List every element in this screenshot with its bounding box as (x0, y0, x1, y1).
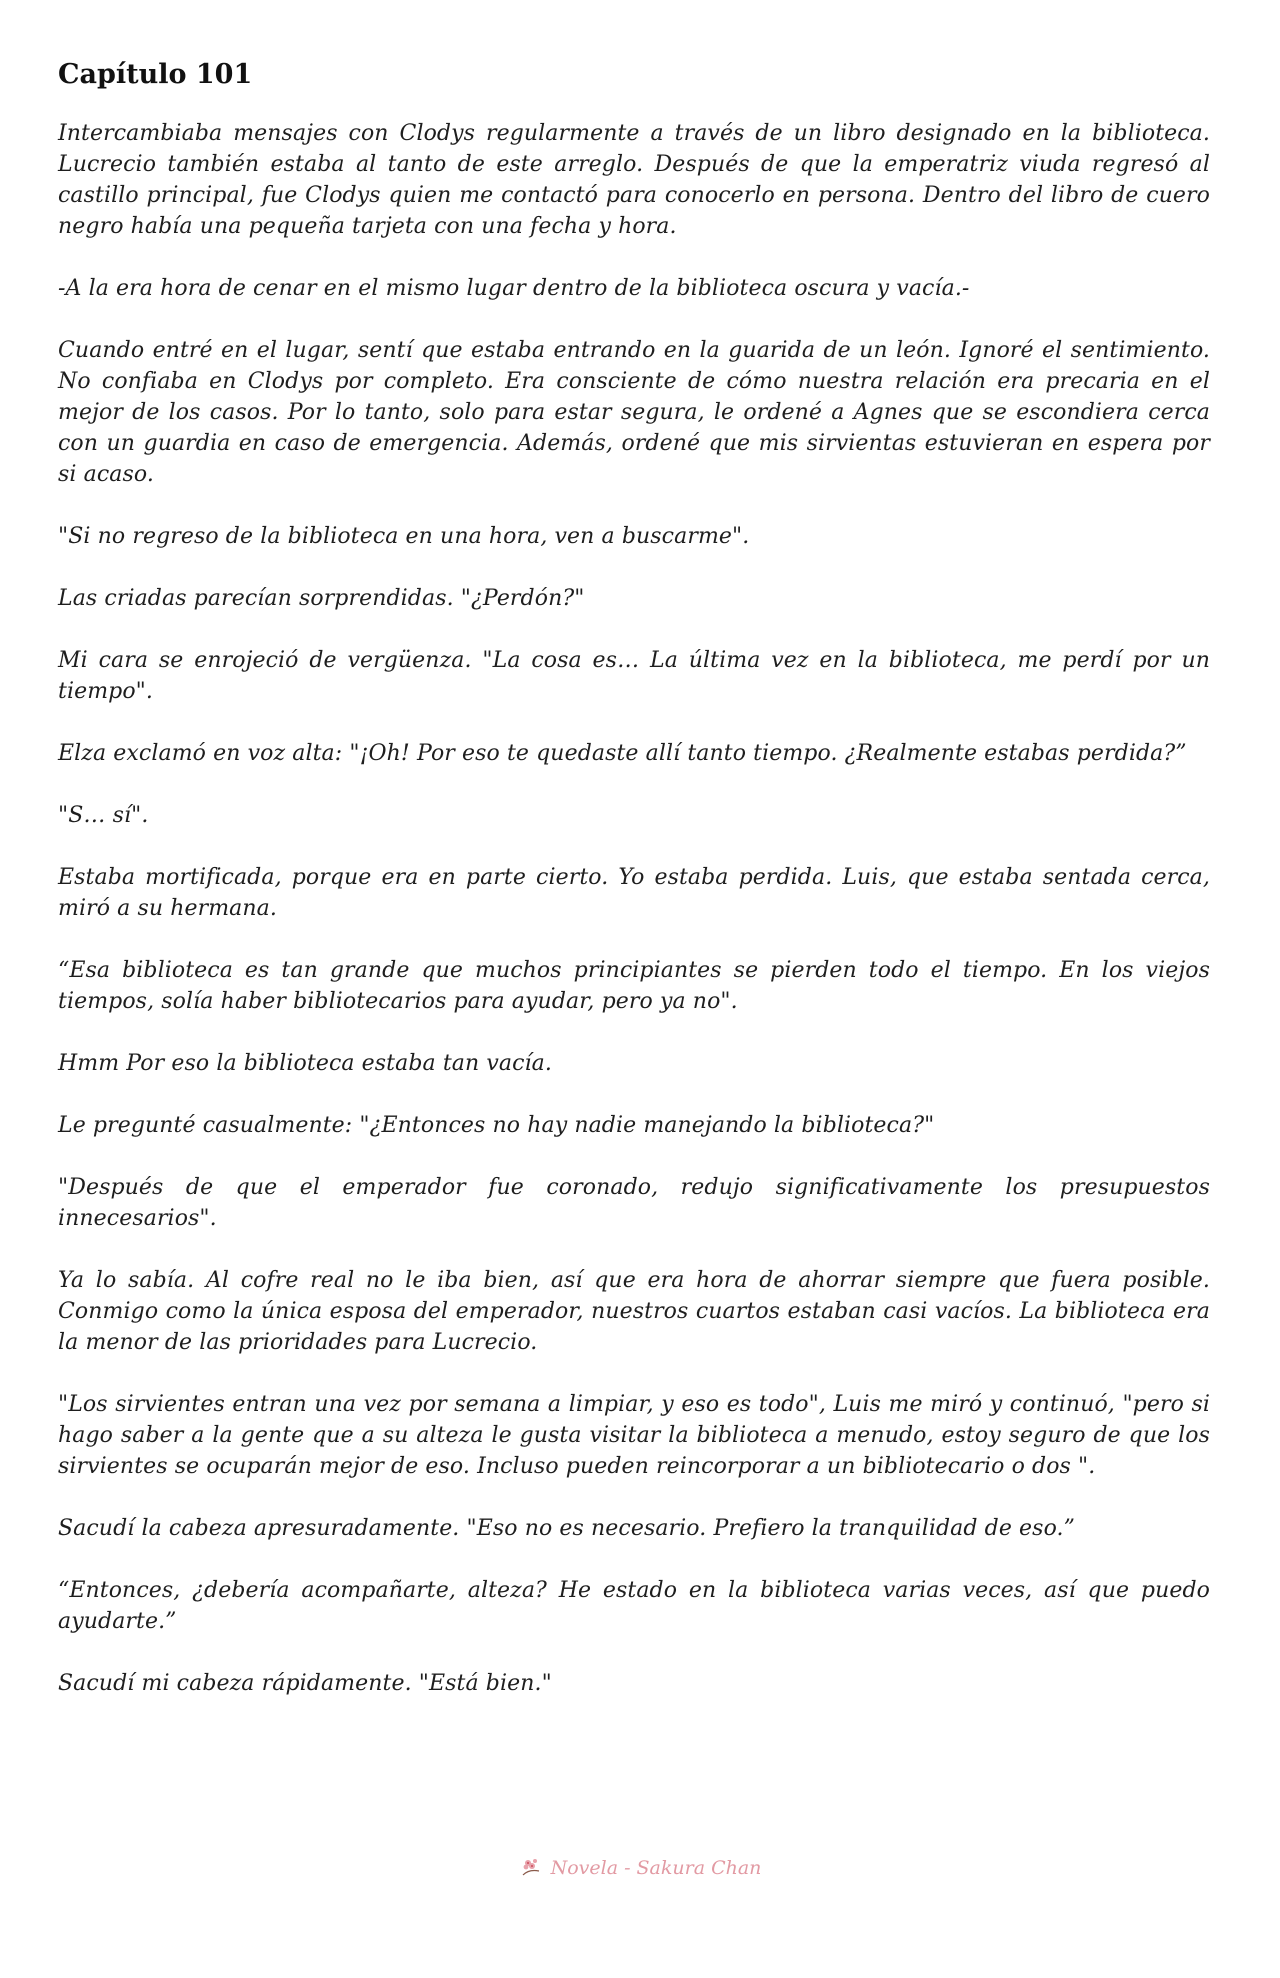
paragraph: "Los sirvientes entran una vez por semana a limpiar, y eso es todo", Luis me miró y continuó, "pero si hago saber a la gente que a su alteza le gusta visitar la biblioteca a menudo, estoy seguro de que los sirvientes se ocuparán mejor de eso. Incluso pueden reincorporar a un bibliotecario o dos ". (58, 1392, 1210, 1479)
document-page (58, 56, 1210, 1730)
paragraph: Hmm Por eso la biblioteca estaba tan vacía. (58, 1051, 552, 1076)
watermark-footer (0, 1855, 1280, 1881)
paragraph: Intercambiaba mensajes con Clodys regularmente a través de un libro designado en la biblioteca. Lucrecio también estaba al tanto de este arreglo. Después de que la emperatriz viuda regresó al castillo principal, fue Clodys quien me contactó para conocerlo en persona. Dentro del libro de cuero negro había una pequeña tarjeta con una fecha y hora. (58, 121, 1210, 239)
paragraph: Cuando entré en el lugar, sentí que estaba entrando en la guarida de un león. Ignoré el sentimiento. No confiaba en Clodys por completo. Era consciente de cómo nuestra relación era precaria en el mejor de los casos. Por lo tanto, solo para estar segura, le ordené a Agnes que se escondiera cerca con un guardia en caso de emergencia. Además, ordené que mis sirvientas estuvieran en espera por si acaso. (58, 338, 1210, 487)
paragraph: Las criadas parecían sorprendidas. "¿Perdón?" (58, 586, 585, 611)
paragraph: -A la era hora de cenar en el mismo lugar dentro de la biblioteca oscura y vacía.- (58, 276, 970, 301)
paragraph: "S… sí". (58, 803, 149, 828)
paragraph: Ya lo sabía. Al cofre real no le iba bien, así que era hora de ahorrar siempre que fuera posible. Conmigo como la única esposa del emperador, nuestros cuartos estaban casi vacíos. La biblioteca era la menor de las prioridades para Lucrecio. (58, 1268, 1210, 1355)
paragraph: "Si no regreso de la biblioteca en una hora, ven a buscarme". (58, 524, 750, 549)
paragraph: Elza exclamó en voz alta: "¡Oh! Por eso te quedaste allí tanto tiempo. ¿Realmente estabas perdida?” (58, 741, 1187, 766)
paragraph: Sacudí la cabeza apresuradamente. "Eso no es necesario. Prefiero la tranquilidad de eso.” (58, 1516, 1075, 1541)
paragraph: Sacudí mi cabeza rápidamente. "Está bien." (58, 1671, 552, 1696)
paragraph: “Entonces, ¿debería acompañarte, alteza? He estado en la biblioteca varias veces, así que puedo ayudarte.” (58, 1578, 1210, 1634)
paragraph: Le pregunté casualmente: "¿Entonces no hay nadie manejando la biblioteca?" (58, 1113, 935, 1138)
paragraph: Estaba mortificada, porque era en parte cierto. Yo estaba perdida. Luis, que estaba sentada cerca, miró a su hermana. (58, 865, 1210, 921)
sakura-blossom-icon (519, 1855, 545, 1881)
paragraph: “Esa biblioteca es tan grande que muchos principiantes se pierden todo el tiempo. En los viejos tiempos, solía haber bibliotecarios para ayudar, pero ya no". (58, 958, 1210, 1014)
watermark-text: Novela - Sakura Chan (550, 1857, 762, 1879)
paragraph: "Después de que el emperador fue coronado, redujo significativamente los presupuestos innecesarios". (58, 1175, 1210, 1231)
chapter-title: Capítulo 101 (58, 59, 253, 90)
chapter-body (58, 118, 1210, 1699)
paragraph: Mi cara se enrojeció de vergüenza. "La cosa es… La última vez en la biblioteca, me perdí por un tiempo". (58, 648, 1210, 704)
